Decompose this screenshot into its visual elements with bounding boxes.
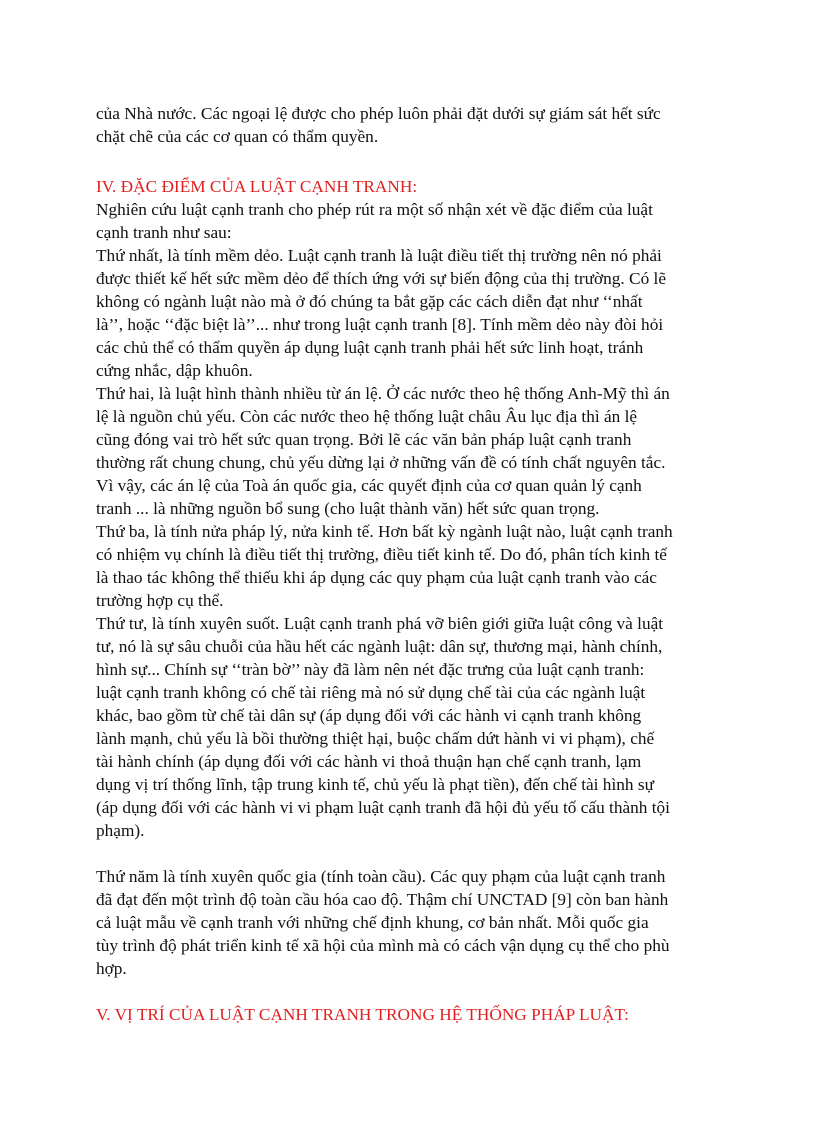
point-3-paragraph: Thứ ba, là tính nửa pháp lý, nửa kinh tế. Hơn bất kỳ ngành luật nào, luật cạnh tranh có nhiệm vụ chính là điều tiết thị trường, điều tiết kinh tế. Do đó, phân tích kinh tế là thao tác không thể thiếu khi áp dụng các quy phạm của luật cạnh tranh vào các trường hợp cụ thể.: [96, 522, 673, 610]
point-4-paragraph: Thứ tư, là tính xuyên suốt. Luật cạnh tranh phá vỡ biên giới giữa luật công và luật tư, nó là sự sâu chuỗi của hầu hết các ngành luật: dân sự, thương mại, hành chính, hình sự... Chính sự ‘‘tràn bờ’’ này đã làm nên nét đặc trưng của luật cạnh tranh: luật cạnh tranh không có chế tài riêng mà nó sử dụng chế tài của các ngành luật khác, bao gồm từ chế tài dân sự (áp dụng đối với các hành vi cạnh tranh không lành mạnh, chủ yếu là bồi thường thiệt hại, buộc chấm dứt hành vi vi phạm), chế tài hành chính (áp dụng đối với các hành vi thoả thuận hạn chế cạnh tranh, lạm dụng vị trí thống lĩnh, tập trung kinh tế, chủ yếu là phạt tiền), đến chế tài hình sự (áp dụng đối với các hành vi vi phạm luật cạnh tranh đã hội đủ yếu tố cấu thành tội phạm).: [96, 614, 670, 840]
section-iv-lead: Nghiên cứu luật cạnh tranh cho phép rút ra một số nhận xét về đặc điểm của luật cạnh tranh như sau:: [96, 200, 653, 242]
document-page: [96, 102, 720, 1026]
section-heading-iv: IV. ĐẶC ĐIỂM CỦA LUẬT CẠNH TRANH:: [96, 177, 418, 196]
point-1-paragraph: Thứ nhất, là tính mềm dẻo. Luật cạnh tranh là luật điều tiết thị trường nên nó phải được thiết kế hết sức mềm dẻo để thích ứng với sự biến động của thị trường. Có lẽ không có ngành luật nào mà ở đó chúng ta bắt gặp các cách diễn đạt như ‘‘nhất là’’, hoặc ‘‘đặc biệt là’’... như trong luật cạnh tranh [8]. Tính mềm dẻo này đòi hỏi các chủ thể có thẩm quyền áp dụng luật cạnh tranh phải hết sức linh hoạt, tránh cứng nhắc, dập khuôn.: [96, 246, 667, 380]
point-2-paragraph: Thứ hai, là luật hình thành nhiều từ án lệ. Ở các nước theo hệ thống Anh-Mỹ thì án lệ là nguồn chủ yếu. Còn các nước theo hệ thống luật châu Âu lục địa thì án lệ cũng đóng vai trò hết sức quan trọng. Bởi lẽ các văn bản pháp luật cạnh tranh thường rất chung chung, chủ yếu dừng lại ở những vấn đề có tính chất nguyên tắc. Vì vậy, các án lệ của Toà án quốc gia, các quyết định của cơ quan quản lý cạnh tranh ... là những nguồn bổ sung (cho luật thành văn) hết sức quan trọng.: [96, 384, 670, 518]
intro-paragraph: của Nhà nước. Các ngoại lệ được cho phép luôn phải đặt dưới sự giám sát hết sức chặt chẽ của các cơ quan có thẩm quyền.: [96, 104, 661, 146]
section-heading-v: V. VỊ TRÍ CỦA LUẬT CẠNH TRANH TRONG HỆ THỐNG PHÁP LUẬT:: [96, 1005, 629, 1024]
point-5-paragraph: Thứ năm là tính xuyên quốc gia (tính toàn cầu). Các quy phạm của luật cạnh tranh đã đạt đến một trình độ toàn cầu hóa cao độ. Thậm chí UNCTAD [9] còn ban hành cả luật mẫu về cạnh tranh với những chế định khung, cơ bản nhất. Mỗi quốc gia tùy trình độ phát triển kinh tế xã hội của mình mà có cách vận dụng cụ thể cho phù hợp.: [96, 867, 670, 978]
